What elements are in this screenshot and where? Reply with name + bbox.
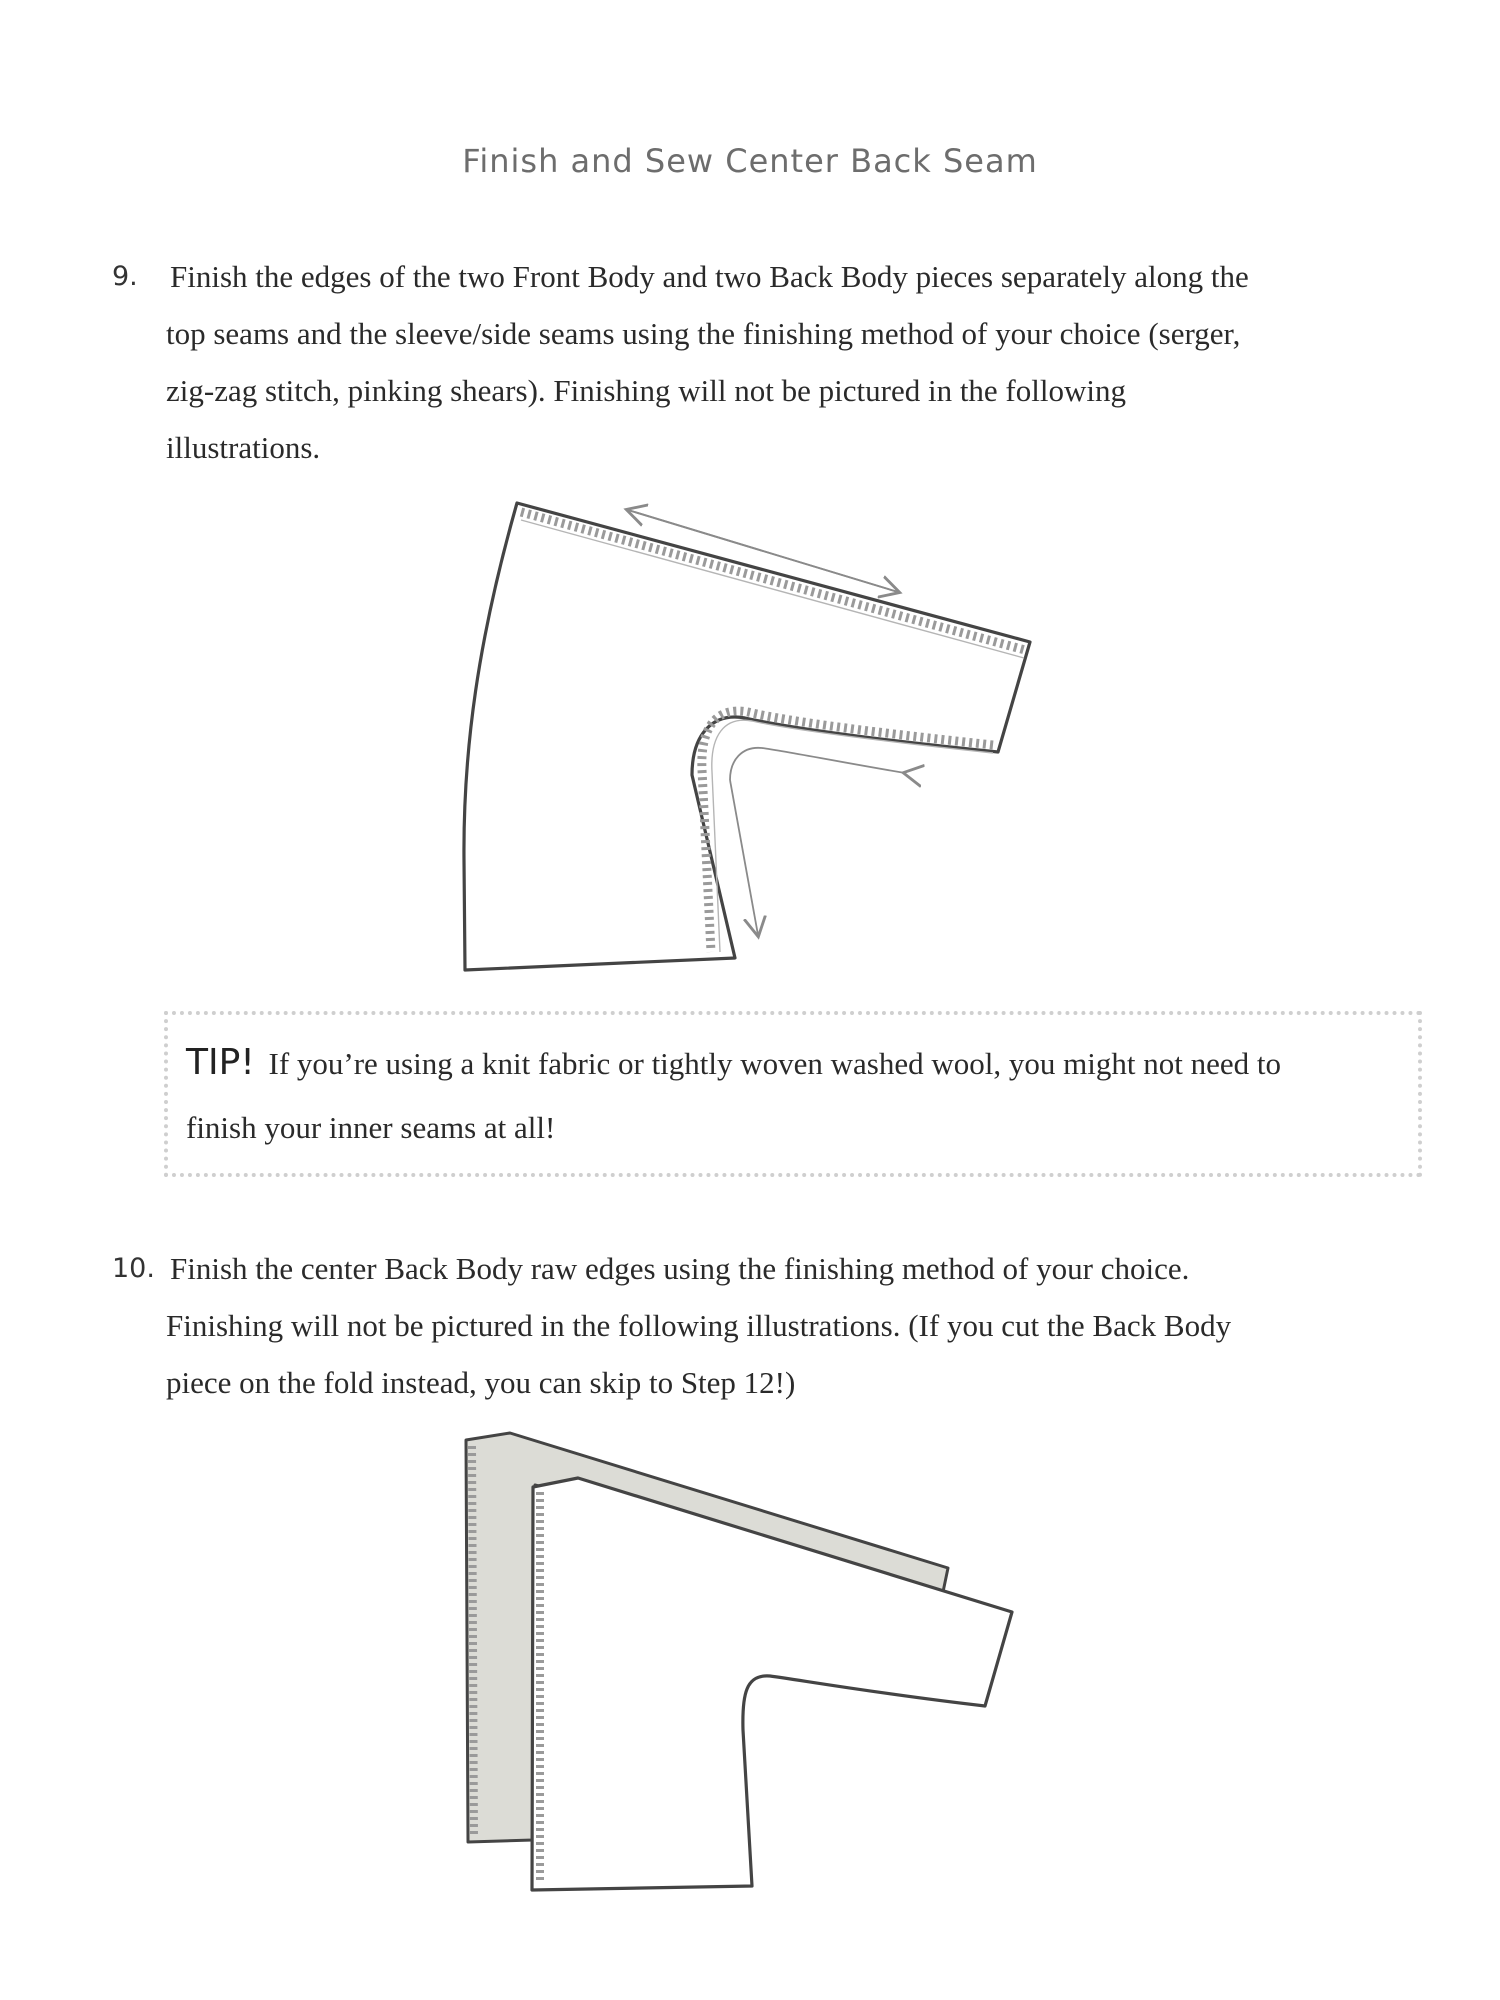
back-body-top-layer — [532, 1478, 1012, 1890]
step-text-line: top seams and the sleeve/side seams using the finishing method of your choice (serger, — [166, 316, 1241, 351]
step-text-line: piece on the fold instead, you can skip to Step 12!) — [166, 1365, 796, 1400]
step-number: 10. — [112, 1253, 155, 1284]
tip-line: finish your inner seams at all! — [186, 1110, 556, 1145]
step-text-line: illustrations. — [166, 430, 321, 465]
step-text-line: zig-zag stitch, pinking shears). Finishing will not be pictured in the following — [166, 373, 1126, 408]
tip-line: If you’re using a knit fabric or tightly woven washed wool, you might not need to — [268, 1046, 1281, 1081]
tip-label: TIP! — [186, 1042, 255, 1083]
step-number: 9. — [112, 261, 138, 292]
step-text-line: Finishing will not be pictured in the following illustrations. (If you cut the Back Body — [166, 1308, 1232, 1343]
step-text-line: Finish the center Back Body raw edges using the finishing method of your choice. — [170, 1251, 1190, 1286]
step-text-line: Finish the edges of the two Front Body and two Back Body pieces separately along the — [170, 259, 1249, 294]
section-title: Finish and Sew Center Back Seam — [462, 142, 1038, 180]
